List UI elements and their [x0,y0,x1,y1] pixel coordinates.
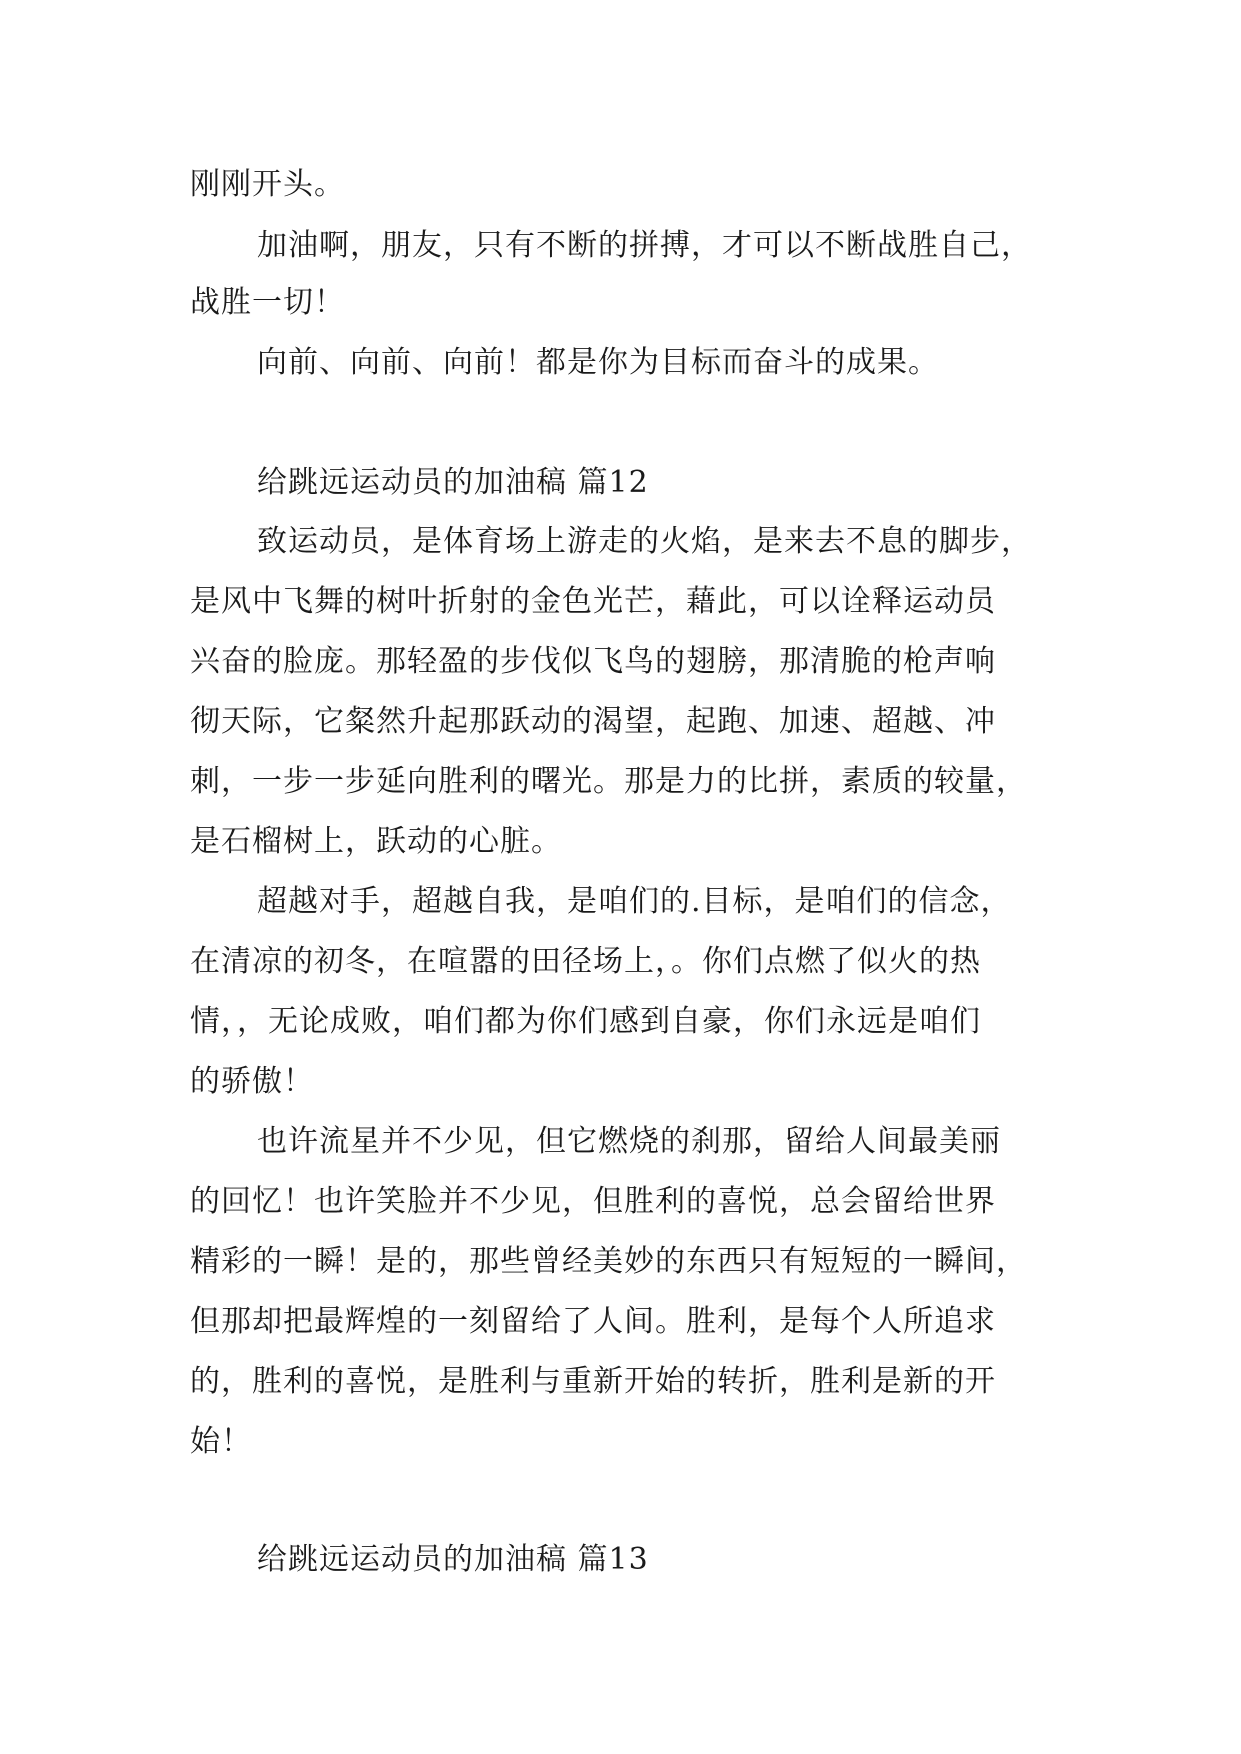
paragraph-line: 刺，一步一步延向胜利的曙光。那是力的比拼，素质的较量， [190,764,1027,799]
paragraph-line: 是石榴树上，跃动的心脏。 [190,824,562,859]
paragraph-line: 致运动员，是体育场上游走的火焰，是来去不息的脚步， [257,524,1032,559]
paragraph-line: 的回忆！也许笑脸并不少见，但胜利的喜悦，总会留给世界 [190,1184,996,1219]
paragraph-line: 加油啊，朋友，只有不断的拼搏，才可以不断战胜自己， [257,228,1032,263]
paragraph-line: 彻天际，它粲然升起那跃动的渴望，起跑、加速、超越、冲 [190,704,996,739]
paragraph-line: 始！ [190,1424,252,1459]
paragraph-line: 在清凉的初冬，在喧嚣的田径场上，。你们点燃了似火的热 [190,944,981,979]
section-heading: 给跳远运动员的加油稿 篇12 [257,465,649,500]
paragraph-line: 也许流星并不少见，但它燃烧的刹那，留给人间最美丽 [257,1124,1001,1159]
paragraph-line: 战胜一切！ [190,285,345,320]
paragraph-line: 向前、向前、向前！都是你为目标而奋斗的成果。 [257,345,939,380]
paragraph-line: 但那却把最辉煌的一刻留给了人间。胜利，是每个人所追求 [190,1304,996,1339]
paragraph-continuation-line: 刚刚开头。 [190,167,345,202]
paragraph-line: 的，胜利的喜悦，是胜利与重新开始的转折，胜利是新的开 [190,1364,996,1399]
paragraph-line: 的骄傲！ [190,1064,314,1099]
paragraph-line: 是风中飞舞的树叶折射的金色光芒，藉此，可以诠释运动员 [190,584,996,619]
paragraph-line: 情，，无论成败，咱们都为你们感到自豪，你们永远是咱们 [190,1004,981,1039]
paragraph-line: 兴奋的脸庞。那轻盈的步伐似飞鸟的翅膀，那清脆的枪声响 [190,644,996,679]
section-heading: 给跳远运动员的加油稿 篇13 [257,1542,649,1577]
paragraph-line: 超越对手，超越自我，是咱们的.目标，是咱们的信念， [257,884,1012,919]
paragraph-line: 精彩的一瞬！是的，那些曾经美妙的东西只有短短的一瞬间， [190,1244,1027,1279]
